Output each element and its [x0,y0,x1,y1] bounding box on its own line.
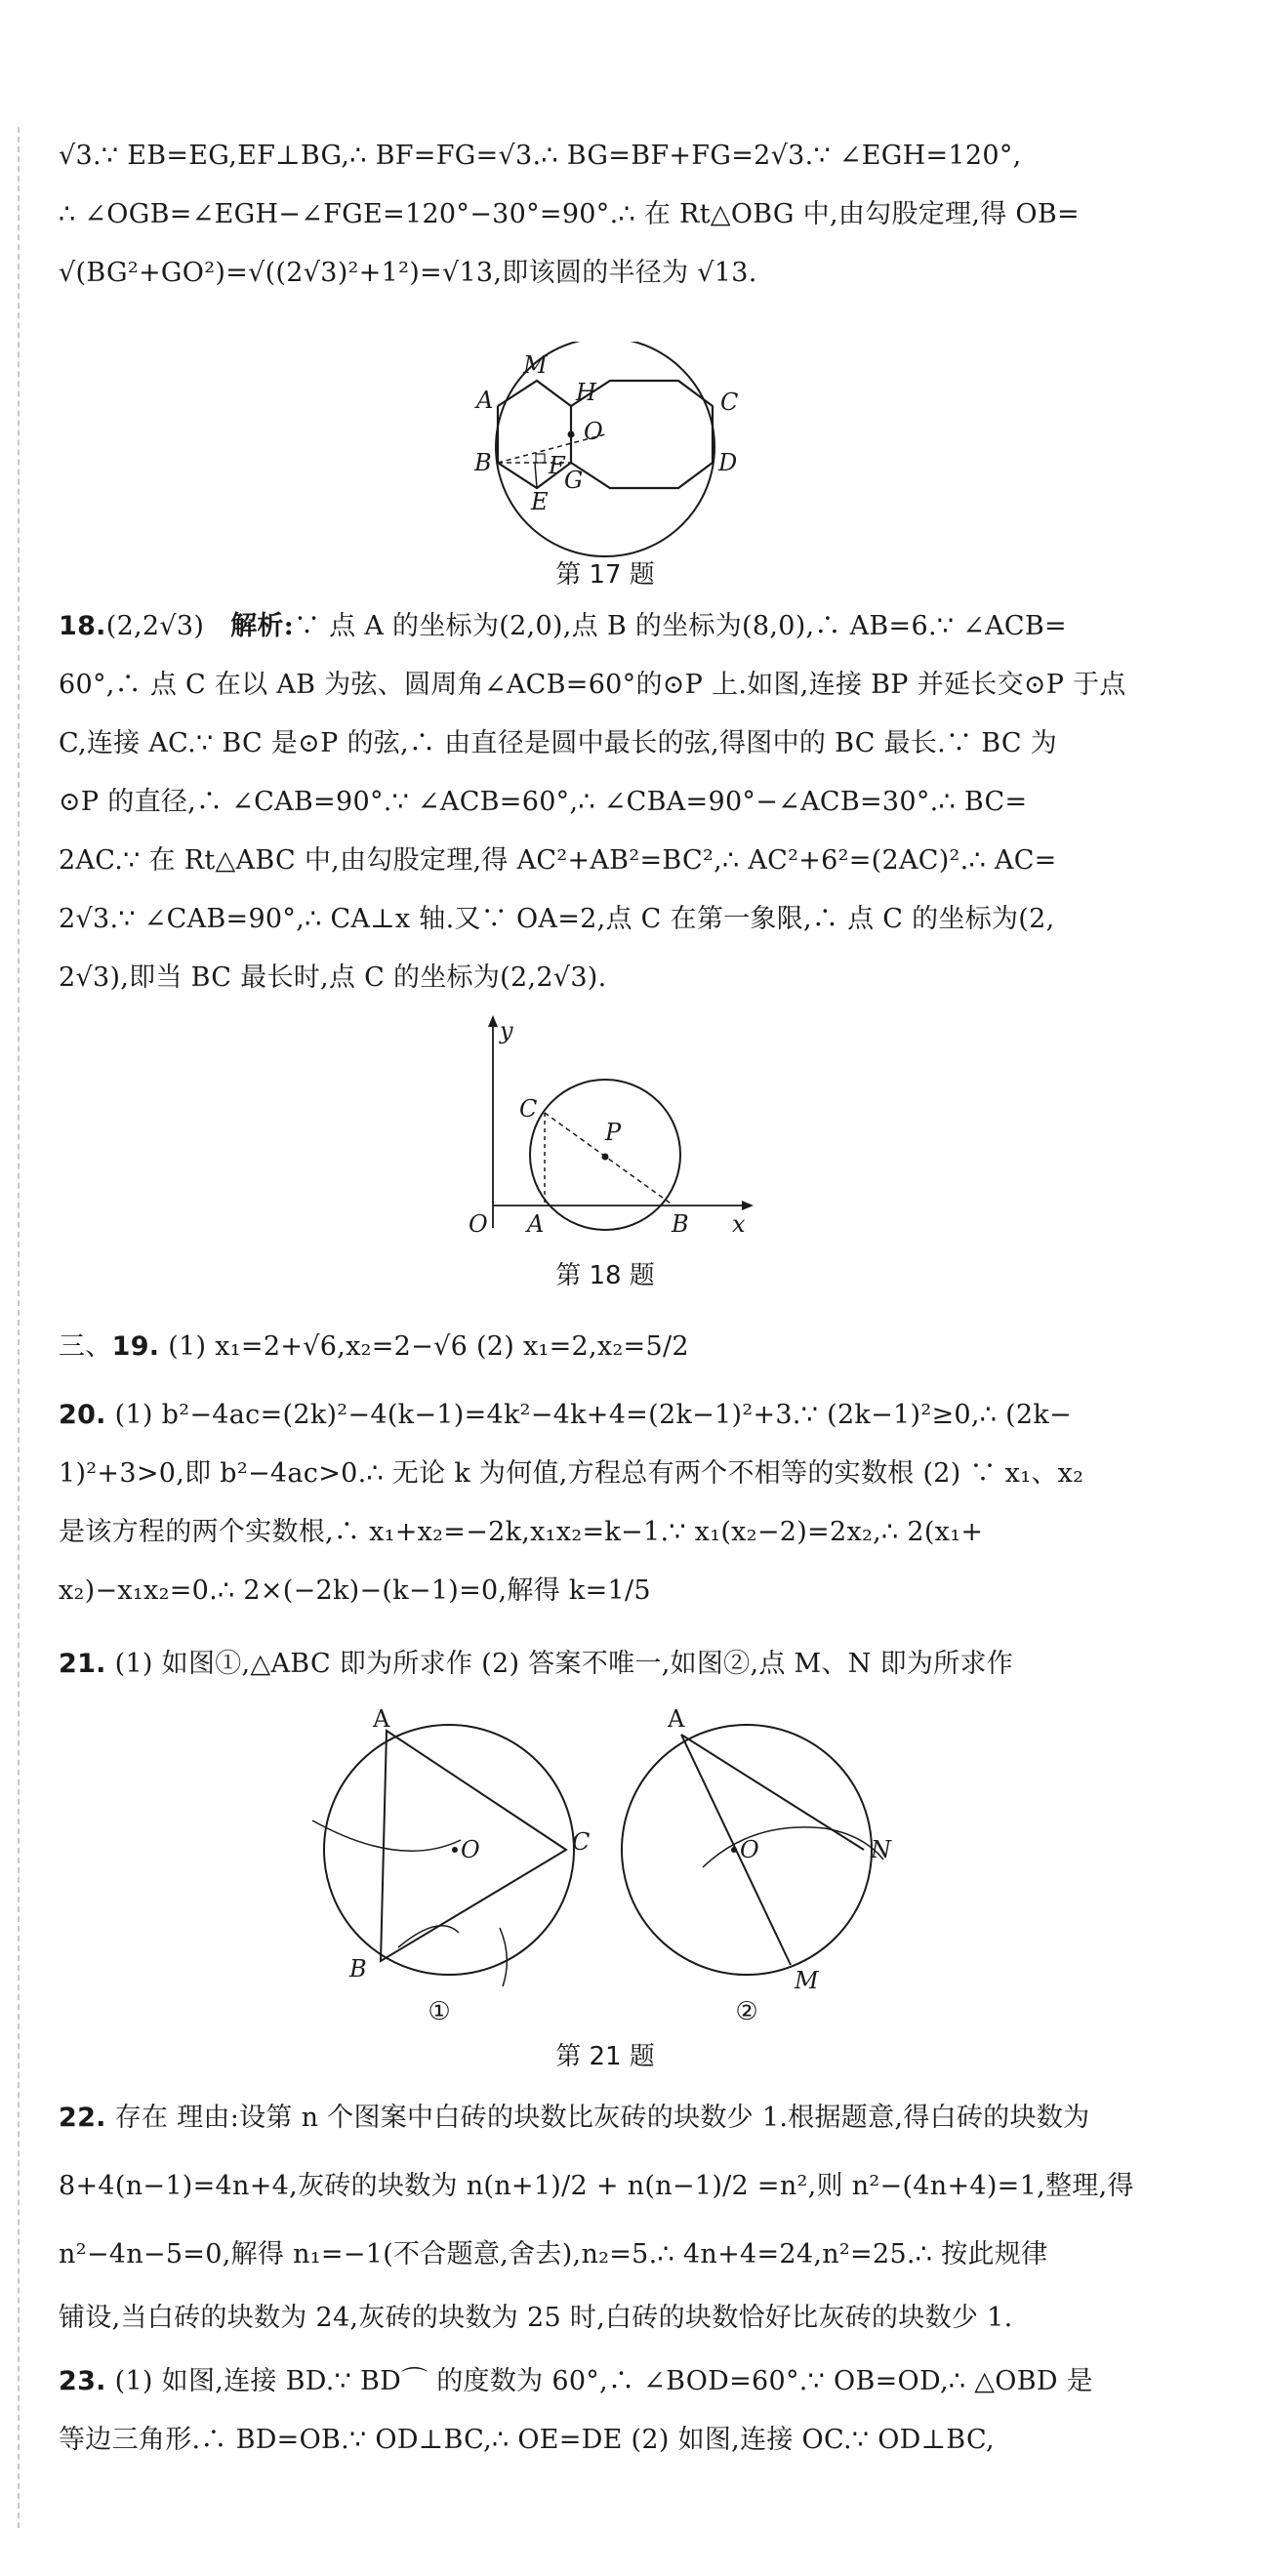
construction-arc [703,1827,883,1867]
label-h: H [576,379,596,406]
text-line: 存在 理由:设第 n 个图案中白砖的块数比灰砖的块数少 1.根据题意,得白砖的块数为 [114,2103,1090,2133]
label-b: B [672,1210,689,1238]
problem-22-first-line [59,2084,1210,2152]
figure-17 [459,342,752,566]
right-angle-mark [536,454,545,463]
problem-23 [59,2352,1210,2470]
problem-21-line [59,1635,1210,1694]
text-line: 2AC.∵ 在 Rt△ABC 中,由勾股定理,得 AC²+AB²=BC²,∴ AC²+6²=(2AC)².∴ AC= [59,845,1057,876]
problem-18-header [59,597,1210,656]
text-line: 铺设,当白砖的块数为 24,灰砖的块数为 25 时,白砖的块数恰好比灰砖的块数少 1. [59,2303,1013,2333]
label-m: M [523,351,548,379]
label-n: N [871,1836,891,1863]
text-line: x₂)−x₁x₂=0.∴ 2×(−2k)−(k−1)=0,解得 k=1/5 [59,1575,651,1606]
point-p [602,1154,609,1161]
label-m: M [795,1967,819,1994]
figure-17-caption: 第 17 题 [555,560,655,590]
problem-17-solution [59,127,1210,303]
label-y: y [500,1017,513,1044]
text-line: 60°,∴ 点 C 在以 AB 为弦、圆周角∠ACB=60°的⊙P 上.如图,连接 BP 并延长交⊙P 于点 [59,670,1126,700]
x-axis-arrow [742,1201,754,1210]
text-line: √(BG²+GO²)=√((2√3)²+1²)=√13,即该圆的半径为 √13. [59,258,757,288]
label-c: C [572,1828,591,1856]
text-line: 8+4(n−1)=4n+4,灰砖的块数为 n(n+1)/2 + n(n−1)/2 =n²,则 n²−(4n+4)=1,整理,得 [59,2171,1134,2201]
figure-18 [459,1015,771,1240]
label-c: C [720,388,739,416]
figure-18-caption: 第 18 题 [555,1261,655,1290]
text-line: √3.∵ EB=EG,EF⊥BG,∴ BF=FG=√3.∴ BG=BF+FG=2√3.∵ ∠EGH=120°, [59,141,1022,171]
text-line: (1) b²−4ac=(2k)²−4(k−1)=4k²−4k+4=(2k−1)²+3.∵ (2k−1)²≥0,∴ (2k− [114,1400,1072,1430]
label-b: B [349,1955,367,1983]
problem-21 [59,1635,1210,1694]
problem-22 [59,2084,1210,2348]
analysis-label: 解析: [230,611,294,641]
text-line: 2√3.∵ ∠CAB=90°,∴ CA⊥x 轴.又∵ OA=2,点 C 在第一象限,∴ 点 C 的坐标为(2, [59,904,1055,934]
problem-19 [59,1318,1210,1376]
answer-text: (1) x₁=2+√6,x₂=2−√6 (2) x₁=2,x₂=5/2 [168,1331,689,1362]
figure-21-1-tag: ① [428,1997,451,2026]
label-a: A [668,1705,685,1733]
label-e: E [531,488,549,515]
problem-number: 19. [111,1331,160,1362]
problem-number: 18. [59,611,106,641]
label-o: O [469,1210,488,1238]
y-axis-arrow [488,1015,498,1027]
binding-margin-line [18,127,20,2528]
label-x: x [732,1210,746,1238]
text-line: 2√3),即当 BC 最长时,点 C 的坐标为(2,2√3). [59,962,607,993]
problem-20-first-line [59,1386,1210,1445]
label-b: B [474,449,492,476]
label-a: A [476,387,494,414]
text-line: 是该方程的两个实数根,∴ x₁+x₂=−2k,x₁x₂=k−1.∵ x₁(x₂−2)=2x₂,∴ 2(x₁+ [59,1517,984,1547]
label-c: C [519,1095,538,1123]
answer: (2,2√3) [105,611,205,641]
point-o [731,1847,737,1853]
text-line: 1)²+3>0,即 b²−4ac>0.∴ 无论 k 为何值,方程总有两个不相等的实数根 (2) ∵ x₁、x₂ [59,1458,1084,1489]
figure-21-2 [605,1703,918,1996]
label-a: A [527,1210,545,1238]
label-a: A [373,1705,390,1733]
text-line: n²−4n−5=0,解得 n₁=−1(不合题意,舍去),n₂=5.∴ 4n+4=24,n²=25.∴ 按此规律 [59,2239,1048,2269]
section-marker: 三、 [59,1331,112,1362]
text-line: ∵ 点 A 的坐标为(2,0),点 B 的坐标为(8,0),∴ AB=6.∵ ∠ACB= [294,611,1067,641]
label-o: O [461,1836,480,1863]
construction-arc-1 [312,1820,461,1851]
text-line: ⊙P 的直径,∴ ∠CAB=90°.∵ ∠ACB=60°,∴ ∠CBA=90°−∠ACB=30°.∴ BC= [59,787,1028,817]
problem-18 [59,597,1210,1007]
point-o [452,1847,458,1853]
segment-ef [535,463,537,488]
figure-21-caption: 第 21 题 [555,2042,655,2071]
construction-arc-3 [500,1928,507,1986]
text-line: 等边三角形.∴ BD=OB.∵ OD⊥BC,∴ OE=DE (2) 如图,连接 OC.∵ OD⊥BC, [59,2425,995,2455]
problem-number: 21. [59,1649,106,1679]
center-point-o [568,431,575,438]
problem-number: 23. [59,2366,106,2396]
label-f: F [549,452,565,479]
circle [324,1725,574,1975]
text-line: C,连接 AC.∵ BC 是⊙P 的弦,∴ 由直径是圆中最长的弦,得图中的 BC 最长.∵ BC 为 [59,728,1058,758]
label-g: G [564,467,584,494]
figure-21-1 [293,1703,625,1996]
problem-19-line [59,1318,1210,1376]
problem-23-first-line [59,2352,1210,2411]
problem-number: 20. [59,1400,106,1430]
problem-20 [59,1386,1210,1620]
text-line: (1) 如图,连接 BD.∵ BD⌒ 的度数为 60°,∴ ∠BOD=60°.∵ OB=OD,∴ △OBD 是 [114,2366,1093,2396]
answer-text: (1) 如图①,△ABC 即为所求作 (2) 答案不唯一,如图②,点 M、N 即为所求作 [114,1649,1014,1679]
figure-21-2-tag: ② [735,1997,758,2026]
text-line: ∴ ∠OGB=∠EGH−∠FGE=120°−30°=90°.∴ 在 Rt△OBG 中,由勾股定理,得 OB= [59,199,1080,229]
label-o: O [584,418,603,445]
label-p: P [605,1119,622,1146]
label-d: D [718,449,738,476]
problem-number: 22. [59,2103,106,2133]
label-o: O [740,1836,759,1863]
